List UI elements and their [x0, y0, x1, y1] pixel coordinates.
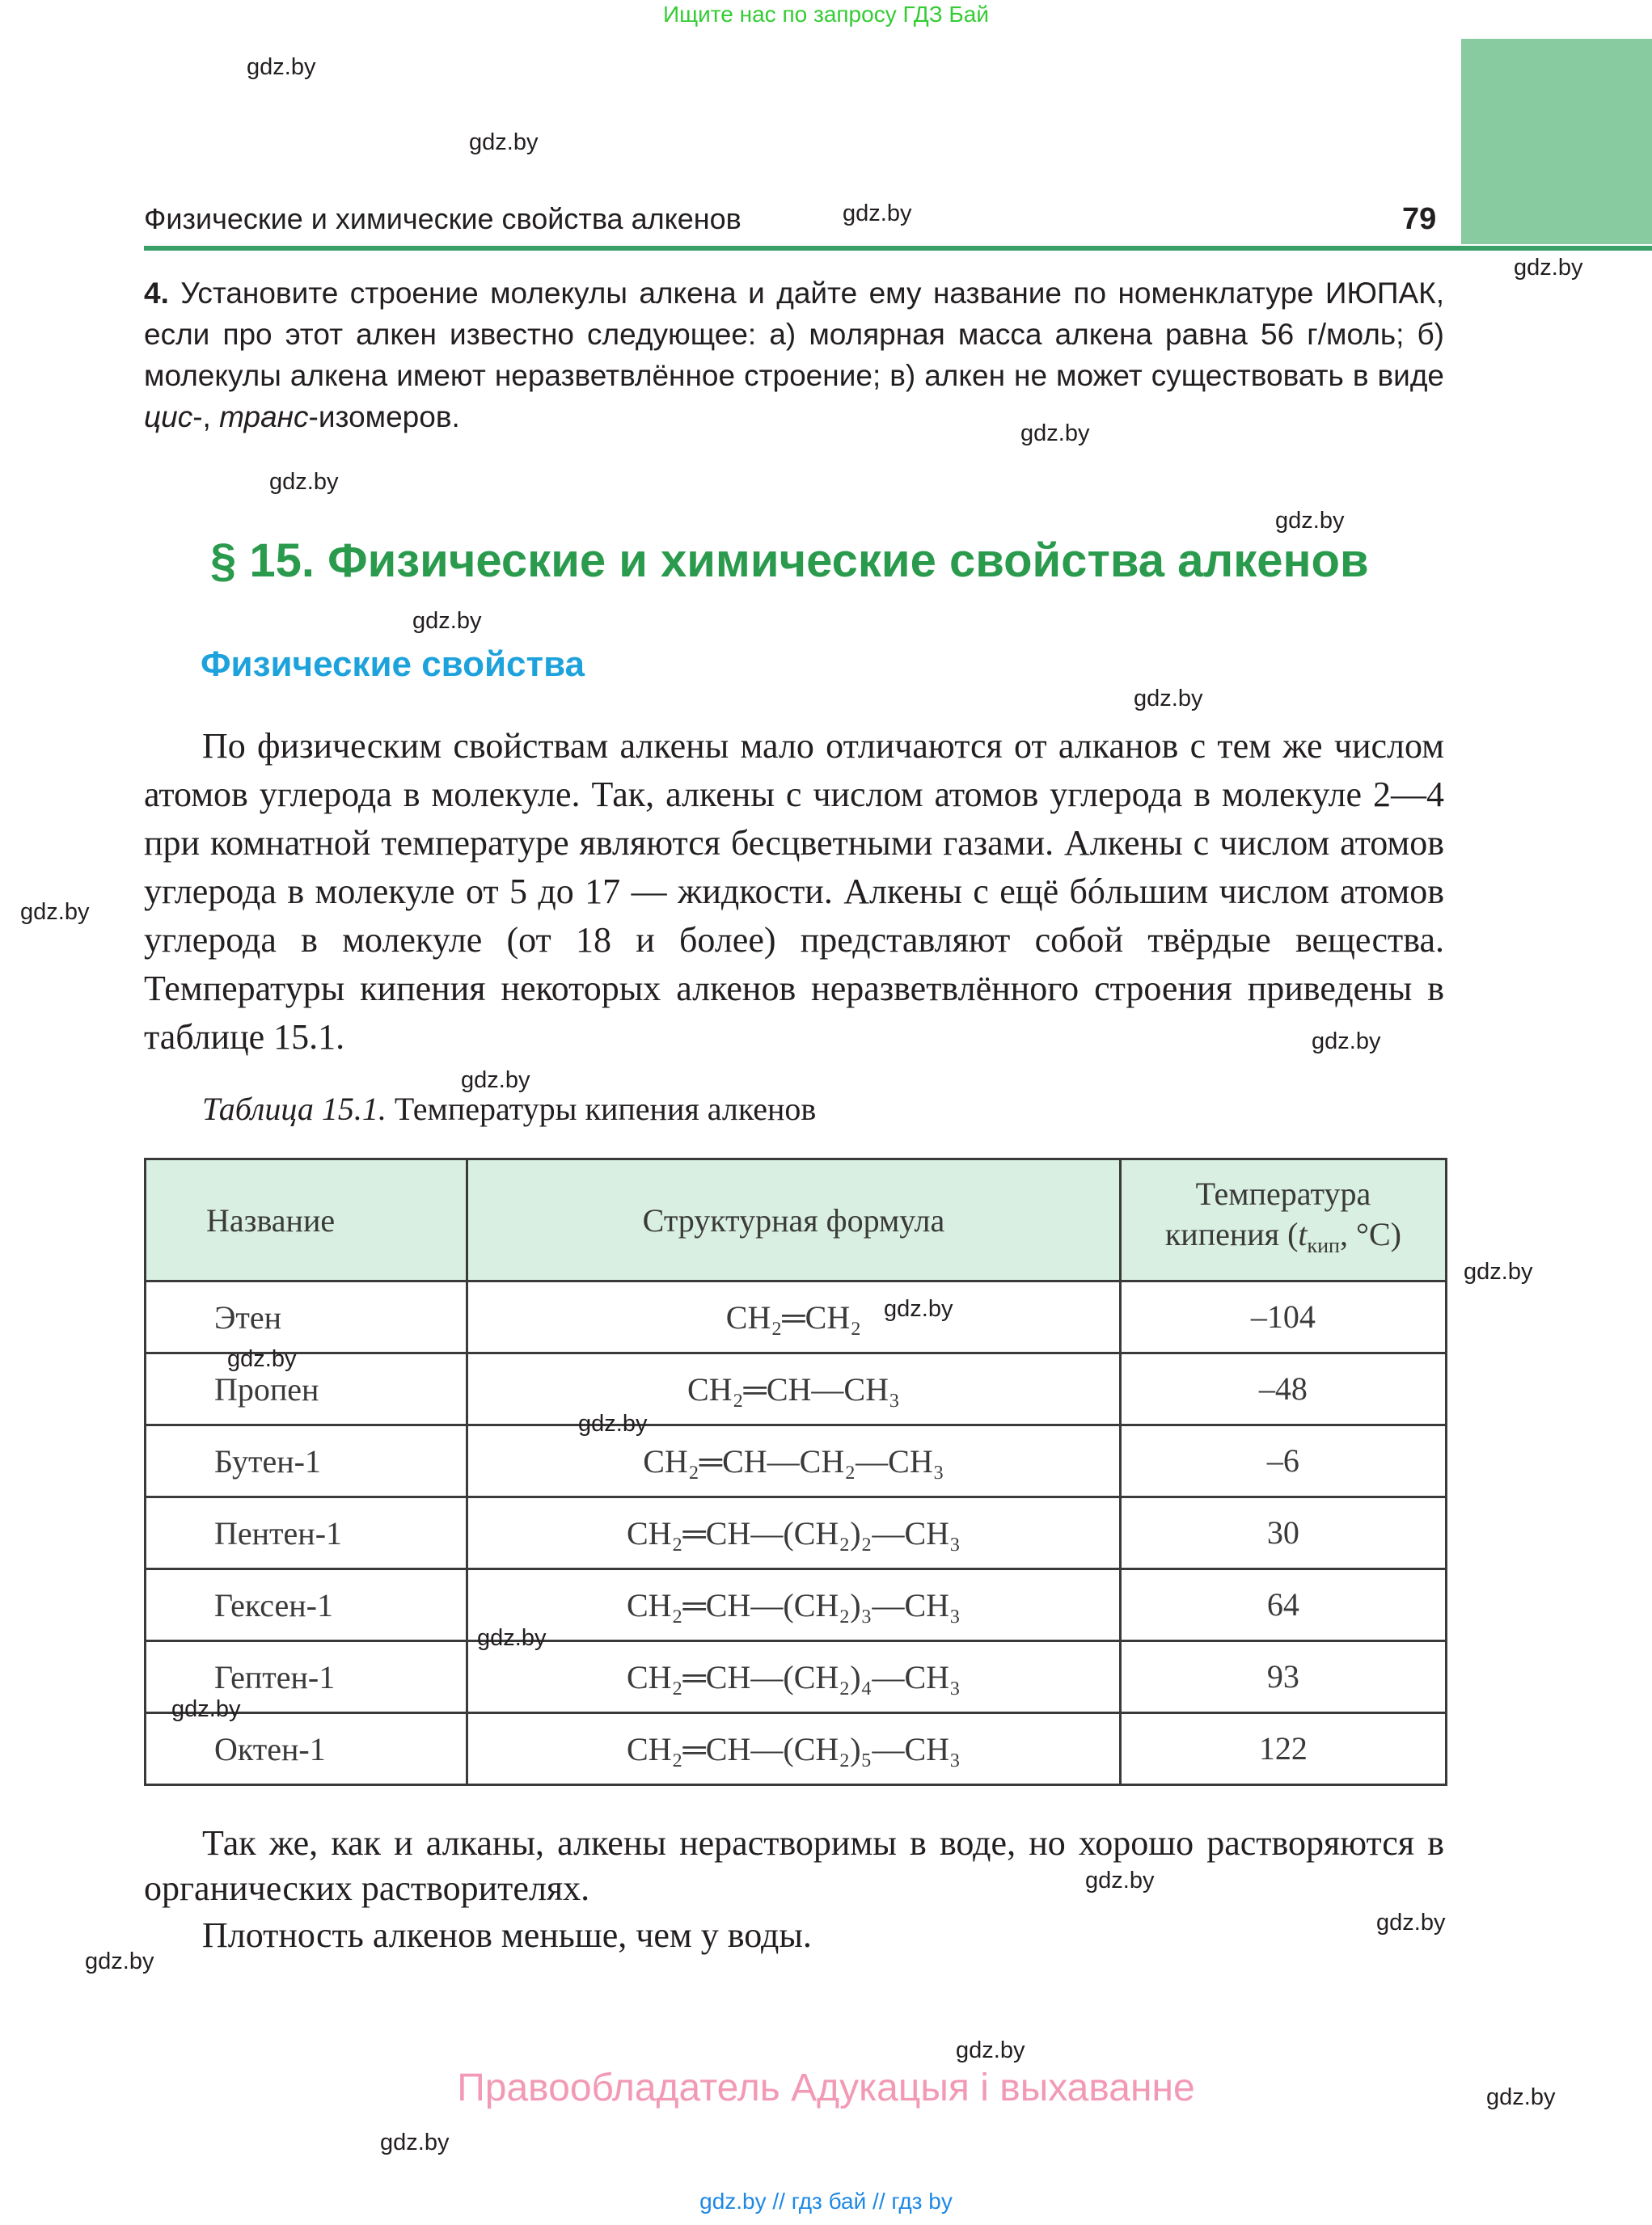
page-number: 79: [1402, 202, 1437, 236]
watermark: gdz.by: [1275, 508, 1345, 534]
watermark: gdz.by: [1134, 686, 1203, 711]
watermark: gdz.by: [171, 1696, 241, 1722]
watermark: gdz.by: [380, 2130, 450, 2155]
running-title: Физические и химические свойства алкенов: [144, 202, 741, 235]
page-tab-marker: [1461, 39, 1652, 244]
watermark: gdz.by: [578, 1411, 648, 1437]
watermark: gdz.by: [843, 201, 912, 226]
table-caption-label: Таблица 15.1.: [202, 1091, 387, 1127]
boiling-point: –104: [1120, 1281, 1446, 1353]
structural-formula: CH₂═CH—(CH₂)₅—CH₃: [467, 1713, 1121, 1785]
alkene-name: Пропен: [146, 1353, 467, 1425]
table-row: [146, 1641, 1447, 1713]
watermark: gdz.by: [1464, 1259, 1533, 1285]
task-number: 4.: [144, 277, 169, 310]
boiling-point: –48: [1120, 1353, 1446, 1425]
boiling-point: 93: [1120, 1641, 1446, 1713]
watermark: gdz.by: [1020, 420, 1090, 446]
table-row: [146, 1569, 1447, 1641]
alkene-name: Октен-1: [146, 1713, 467, 1785]
boiling-point: 30: [1120, 1497, 1446, 1569]
header-formula: Структурная формула: [467, 1159, 1121, 1281]
watermark: gdz.by: [227, 1346, 297, 1372]
footer-links[interactable]: gdz.by // гдз бай // гдз by: [699, 2189, 953, 2214]
structural-formula: CH₂═CH—(CH₂)₃—CH₃: [467, 1569, 1121, 1641]
table-header-row: [146, 1159, 1447, 1281]
task-separator: -,: [192, 400, 220, 433]
task-text-end: -изомеров.: [308, 400, 460, 433]
body-paragraph-3: Плотность алкенов меньше, чем у воды.: [202, 1915, 812, 1955]
watermark: gdz.by: [461, 1067, 530, 1093]
structural-formula: CH₂═CH₂: [467, 1281, 1121, 1353]
header-temp-prefix: кипения (: [1164, 1216, 1299, 1252]
alkene-name: Гептен-1: [146, 1641, 467, 1713]
structural-formula: CH₂═CH—(CH₂)₂—CH₃: [467, 1497, 1121, 1569]
table-row: [146, 1713, 1447, 1785]
watermark: gdz.by: [412, 608, 482, 634]
table-row: [146, 1281, 1447, 1353]
watermark: gdz.by: [469, 129, 539, 155]
task-trans: транс: [219, 400, 309, 433]
watermark: gdz.by: [247, 54, 316, 80]
header-rule: [144, 246, 1652, 251]
alkene-name: Гексен-1: [146, 1569, 467, 1641]
boiling-point: 64: [1120, 1569, 1446, 1641]
watermark: gdz.by: [1376, 1910, 1446, 1936]
table-caption-text: Температуры кипения алкенов: [386, 1091, 817, 1127]
section-title: § 15. Физические и химические свойства алкенов: [210, 534, 1369, 587]
table-row: [146, 1497, 1447, 1569]
alkene-name: Пентен-1: [146, 1497, 467, 1569]
body-paragraph-1: По физическим свойствам алкены мало отличаются от алканов с тем же числом атомов углерода в молекуле. Так, алкены с числом атомов углерода в молекуле 2—4 при комнатной температуре являются бесцветными газами. Алкены с числом атомов углерода в молекуле от 5 до 17 — жидкости. Алкены с ещё бóльшим числом атомов углерода в молекуле (от 18 и более) представляют собой твёрдые вещества. Температуры кипения некоторых алкенов неразветвлённого строения приведены в таблице 15.1.: [144, 726, 1444, 1057]
watermark: gdz.by: [884, 1296, 953, 1322]
structural-formula: CH₂═CH—CH₂—CH₃: [467, 1425, 1121, 1497]
body-paragraph-2: Так же, как и алканы, алкены нерастворимы в воде, но хорошо растворяются в органических растворителях.: [144, 1823, 1444, 1908]
watermark: gdz.by: [956, 2037, 1025, 2063]
header-name: Название: [146, 1159, 467, 1281]
header-temp-symbol: t: [1298, 1216, 1308, 1252]
table-row: [146, 1425, 1447, 1497]
task-text: Установите строение молекулы алкена и дайте ему название по номенклатуре ИЮПАК, если про этот алкен известно следующее: а) молярная масса алкена равна 56 г/моль; б) молекулы алкена имеют неразветвлённое строение; в) алкен не может существовать в виде: [144, 277, 1444, 392]
table-caption: [202, 1090, 816, 1128]
alkene-name: Бутен-1: [146, 1425, 467, 1497]
header-temp-suffix: , °C): [1339, 1216, 1401, 1252]
watermark: gdz.by: [1312, 1028, 1381, 1054]
watermark: gdz.by: [20, 899, 90, 925]
table-row: [146, 1353, 1447, 1425]
task-4: [144, 272, 1444, 437]
boiling-point: –6: [1120, 1425, 1446, 1497]
boiling-point: 122: [1120, 1713, 1446, 1785]
task-cis: цис: [144, 400, 193, 433]
watermark: gdz.by: [477, 1625, 547, 1651]
header-temperature: [1120, 1159, 1446, 1281]
copyright-holder: Правообладатель Адукацыя і выхаванне: [457, 2067, 1195, 2109]
watermark: gdz.by: [1085, 1868, 1155, 1894]
boiling-points-table: [144, 1158, 1447, 1786]
alkene-name: Этен: [146, 1281, 467, 1353]
header-temp-line1: Температура: [1195, 1176, 1371, 1212]
structural-formula: CH₂═CH—CH₃: [467, 1353, 1121, 1425]
subsection-title: Физические свойства: [201, 644, 585, 684]
watermark: gdz.by: [1514, 255, 1583, 281]
watermark: gdz.by: [1486, 2084, 1556, 2110]
structural-formula: CH₂═CH—(CH₂)₄—CH₃: [467, 1641, 1121, 1713]
watermark: gdz.by: [85, 1948, 154, 1974]
header-temp-sub: кип: [1307, 1234, 1340, 1257]
watermark: gdz.by: [269, 469, 339, 495]
search-banner: Ищите нас по запросу ГДЗ Бай: [662, 2, 990, 27]
